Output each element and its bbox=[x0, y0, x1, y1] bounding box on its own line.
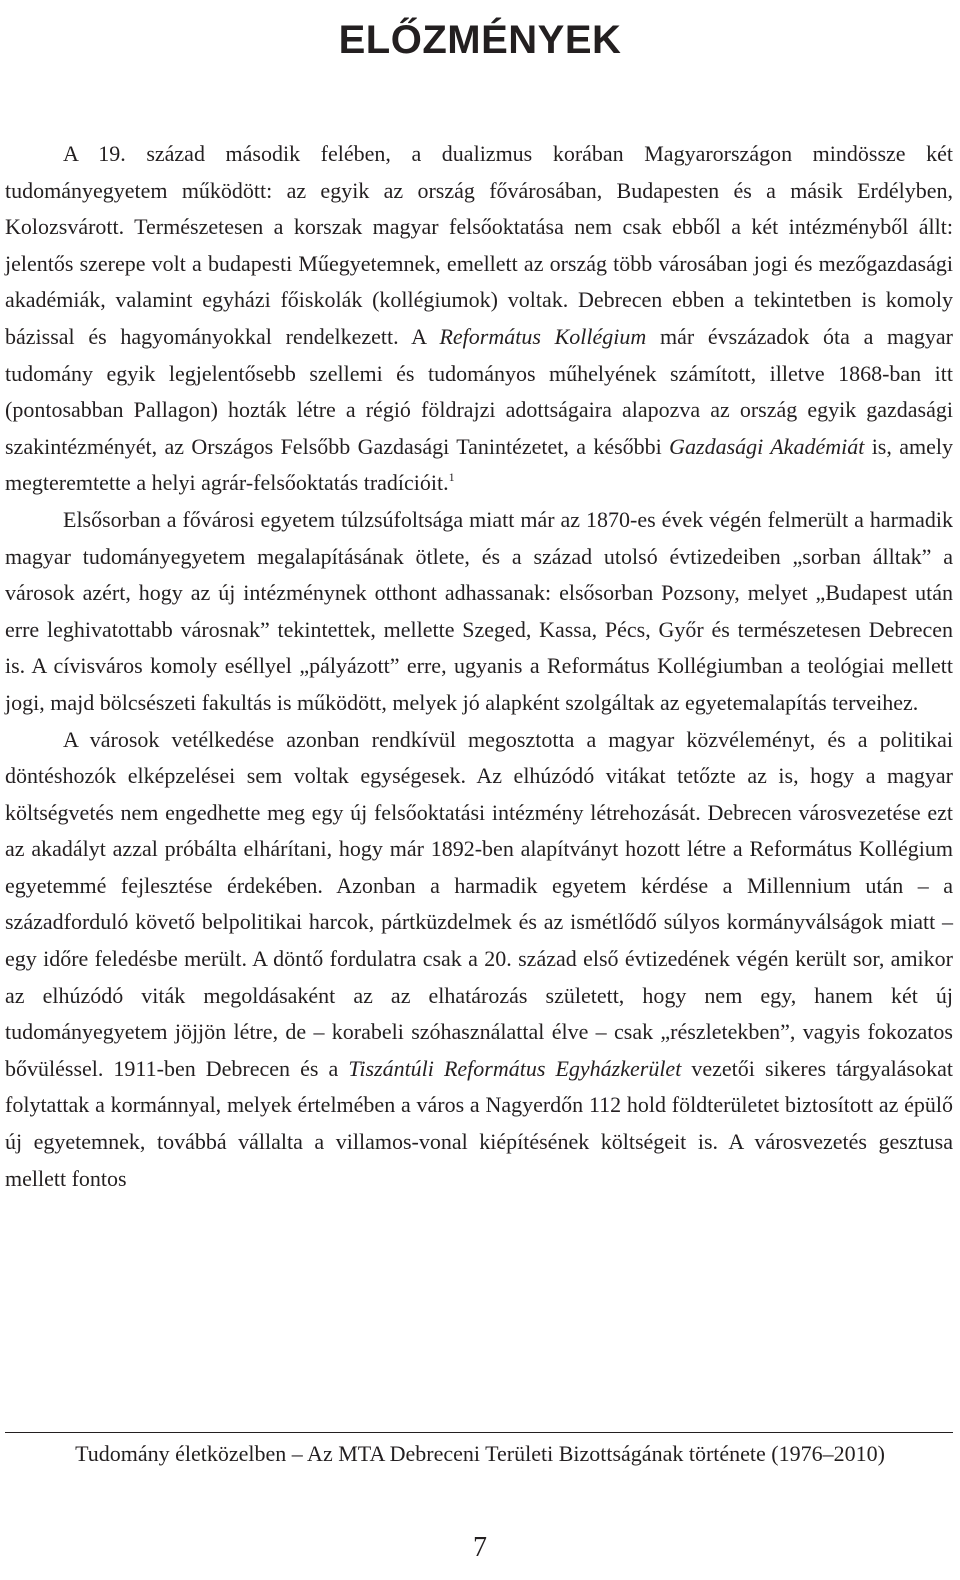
paragraph-3-text-a: A városok vetélkedése azonban rendkívül megosztotta a magyar közvéleményt, és a politikai döntéshozók elképzelései sem voltak egységesek. Az elhúzódó vitákat tetőzte az is, hogy a magyar költségvetés nem engedhette meg egy új felsőoktatási intézmény létrehozását. Debrecen városvezetése ezt az akadályt azzal próbálta elhárítani, hogy már 1892-ben alapítványt hozott létre a Református Kollégium egyetemmé fejlesztése érdekében. Azonban a harmadik egyetem kérdése a Millennium után – a századforduló követő belpolitikai harcok, pártküzdelmek és az ismétlődő súlyos kormányválságok miatt – egy időre feledésbe merült. A döntő fordulatra csak a 20. század első évtizedének végén került sor, amikor az elhúzódó viták megoldásaként az az elhatározás született, hogy nem egy, hanem két új tudományegyetem jöjjön létre, de – korabeli szóhasználattal élve – csak „részletekben”, vagyis fokozatos bővüléssel. 1911-ben Debrecen és a bbox=[5, 726, 953, 1081]
italic-term-tiszantuli-egyhazkerulet: Tiszántúli Református Egyházkerület bbox=[348, 1055, 682, 1081]
page-number: 7 bbox=[473, 1532, 487, 1563]
italic-term-reformatus-kollegium: Református Kollégium bbox=[439, 323, 647, 349]
paragraph-2: Elsősorban a fővárosi egyetem túlzsúfoltsága miatt már az 1870-es évek végén felmerült a harmadik magyar tudományegyetem megalapításának ötlete, és a század utolsó évtizedeiben „sorban álltak” a városok azért, hogy az új intézménynek otthont adhassanak: elsősorban Pozsony, melyet „Budapest után erre leghivatottabb városnak” tekintettek, mellette Szeged, Kassa, Pécs, Győr és természetesen Debrecen is. A cívisváros komoly eséllyel „pályázott” erre, ugyanis a Református Kollégiumban a teológiai mellett jogi, majd bölcsészeti fakultás is működött, melyek jó alapként szolgáltak az egyetemalapítás terveihez. bbox=[5, 506, 953, 715]
running-footer: Tudomány életközelben – Az MTA Debreceni Területi Bizottságának története (1976–2010) bbox=[75, 1441, 885, 1466]
paragraph-3-text-b: vezetői sikeres tárgyalásokat folytattak a kormánnyal, melyek értelmében a város a Nagyerdőn 112 hold földterületet biztosított az épülő új egyetemnek, továbbá vállalta a villamos-vonal kiépítésének költségeit is. A városvezetés gesztusa mellett fontos bbox=[5, 1055, 953, 1191]
italic-term-gazdasagi-akademiat: Gazdasági Akadémiát bbox=[669, 433, 865, 459]
footer-divider bbox=[5, 1432, 953, 1433]
body-text bbox=[5, 136, 953, 1197]
paragraph-1-text-c: is, amely megteremtette a helyi agrár-felsőoktatás tradícióit. bbox=[5, 433, 953, 496]
footnote-marker: 1 bbox=[448, 470, 455, 485]
paragraph-3 bbox=[5, 722, 953, 1198]
chapter-title: ELŐZMÉNYEK bbox=[338, 18, 622, 62]
paragraph-1 bbox=[5, 136, 953, 502]
paragraph-1-text-b: már évszázadok óta a magyar tudomány egyik legjelentősebb szellemi és tudományos műhelyének számított, illetve 1868-ban itt (pontosabban Pallagon) hozták létre a régió földrajzi adottságaira alapozva az ország egyik gazdasági szakintézményét, az Országos Felsőbb Gazdasági Tanintézetet, a későbbi bbox=[5, 323, 954, 459]
paragraph-1-text-a: A 19. század második felében, a dualizmus korában Magyarországon mindössze két tudományegyetem működött: az egyik az ország fővárosában, Budapesten és a másik Erdélyben, Kolozsvárott. Természetesen a korszak magyar felsőoktatása nem csak ebből a két intézményből állt: jelentős szerepe volt a budapesti Műegyetemnek, emellett az ország több városában jogi és mezőgazdasági akadémiák, valamint egyházi főiskolák (kollégiumok) voltak. Debrecen ebben a tekintetben is komoly bázissal és hagyományokkal rendelkezett. A bbox=[5, 141, 953, 349]
